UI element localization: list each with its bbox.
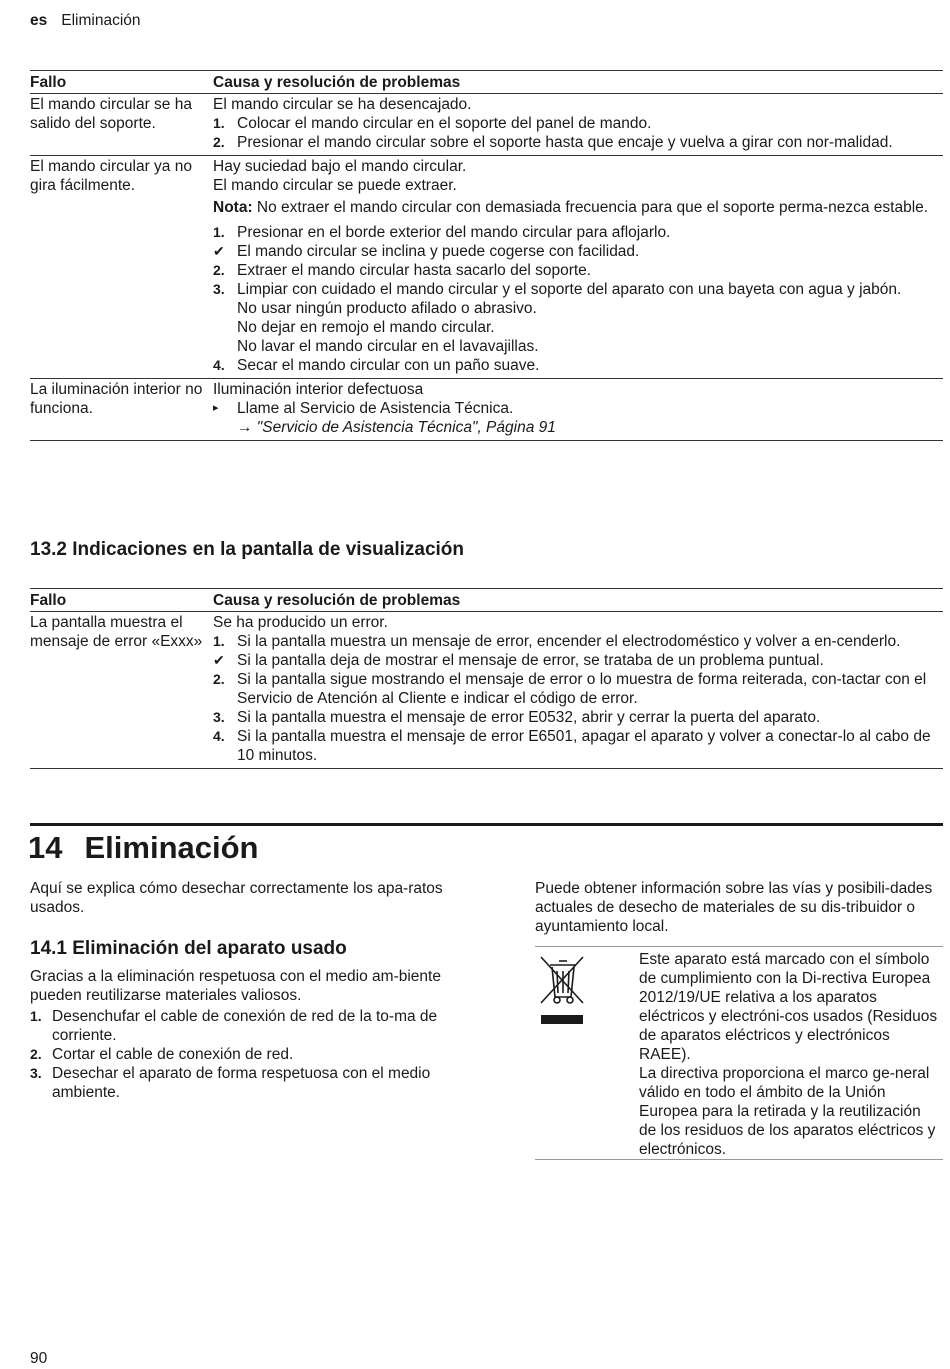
troubleshooting-table-1: [30, 70, 943, 441]
step-text: Si la pantalla deja de mostrar el mensaje de error, se trataba de un problema puntual.: [237, 652, 824, 669]
note-label: Nota:: [213, 199, 253, 216]
chapter-intro: Aquí se explica cómo desechar correctamente los apa-ratos usados.: [30, 880, 443, 916]
weee-box: [535, 946, 943, 1160]
cause-text: El mando circular se ha desencajado.: [213, 96, 472, 113]
fault-cell: La pantalla muestra el mensaje de error «Exxx»: [30, 612, 213, 769]
chapter-title: [28, 830, 258, 866]
fault-cell: La iluminación interior no funciona.: [30, 379, 213, 441]
table-row: [30, 94, 943, 156]
step-mark: 1.: [30, 1008, 42, 1024]
cause-text: Hay suciedad bajo el mando circular.: [213, 158, 467, 175]
step-text: Llame al Servicio de Asistencia Técnica.: [237, 400, 514, 417]
list-item: [213, 708, 943, 727]
language-code: es: [30, 12, 48, 29]
step-text: Si la pantalla muestra un mensaje de error, encender el electrodoméstico y volver a en-cenderlo.: [237, 633, 901, 650]
step-mark: 3.: [213, 281, 225, 297]
section-intro: Gracias a la eliminación respetuosa con el medio am-biente pueden reutilizarse materiales valiosos.: [30, 968, 441, 1004]
page-header: [30, 11, 141, 30]
list-item: [30, 1007, 455, 1045]
cause-text: El mando circular se puede extraer.: [213, 177, 457, 194]
troubleshooting-table-2: [30, 588, 943, 769]
list-item: [213, 133, 943, 152]
weee-text: Este aparato está marcado con el símbolo de cumplimiento con la Di-rectiva Europea 2012/19/UE relativa a los aparatos eléctricos y electróni-cos usados (Residuos de aparatos eléctricos y electrónicos RAEE).: [639, 951, 938, 1063]
step-text: Si la pantalla muestra el mensaje de error E6501, apagar el aparato y volver a conectar-lo al cabo de 10 minutos.: [237, 728, 931, 764]
list-item: [213, 632, 943, 651]
step-mark: 2.: [213, 134, 225, 150]
step-mark: 3.: [30, 1065, 42, 1081]
extra-text: No dejar en remojo el mando circular.: [237, 319, 495, 336]
list-item: [30, 1045, 455, 1064]
fault-cell: El mando circular se ha salido del soporte.: [30, 94, 213, 156]
right-column: [535, 879, 943, 936]
page-number: 90: [30, 1350, 48, 1367]
step-text: Desenchufar el cable de conexión de red de la to-ma de corriente.: [52, 1008, 438, 1044]
step-text: Colocar el mando circular en el soporte del panel de mando.: [237, 115, 652, 132]
step-mark: 3.: [213, 709, 225, 725]
list-item: [213, 727, 943, 765]
chapter-name: Eliminación: [84, 830, 259, 865]
section-14-1-title: 14.1 Eliminación del aparato usado: [30, 938, 347, 959]
step-mark: 2.: [213, 262, 225, 278]
step-text: Desechar el aparato de forma respetuosa con el medio ambiente.: [52, 1065, 431, 1101]
chapter-number: 14: [28, 830, 63, 865]
step-text: Cortar el cable de conexión de red.: [52, 1046, 294, 1063]
arrow-right-icon: ▸: [213, 402, 219, 414]
step-mark: 1.: [213, 224, 225, 240]
step-mark: 2.: [213, 671, 225, 687]
table-row: [30, 379, 943, 441]
check-icon: ✔: [213, 243, 225, 259]
col-cause-header: Causa y resolución de problemas: [213, 589, 943, 612]
col-cause-header: Causa y resolución de problemas: [213, 71, 943, 94]
list-item: [213, 223, 943, 242]
step-mark: 1.: [213, 633, 225, 649]
list-item: [213, 114, 943, 133]
step-mark: 4.: [213, 357, 225, 373]
step-text: Si la pantalla muestra el mensaje de error E0532, abrir y cerrar la puerta del aparato.: [237, 709, 821, 726]
step-mark: 4.: [213, 728, 225, 744]
list-item: [213, 399, 943, 418]
weee-text-2: La directiva proporciona el marco ge-neral válido en todo el ámbito de la Unión Europea para la retirada y la reutilización de los residuos de los aparatos eléctricos y electrónicos.: [639, 1065, 936, 1158]
cause-text: Iluminación interior defectuosa: [213, 381, 424, 398]
step-text: Extraer el mando circular hasta sacarlo del soporte.: [237, 262, 592, 279]
list-item: [213, 280, 943, 299]
step-mark: 2.: [30, 1046, 42, 1062]
header-section: Eliminación: [61, 12, 141, 29]
note: [213, 198, 943, 217]
list-item: [213, 356, 943, 375]
step-text: Presionar el mando circular sobre el soporte hasta que encaje y vuelva a girar con nor-malidad.: [237, 134, 893, 151]
crossed-out-wheelie-bin-icon: [537, 951, 587, 1031]
step-text: El mando circular se inclina y puede cogerse con facilidad.: [237, 243, 640, 260]
col-fault-header: Fallo: [30, 71, 213, 94]
list-item: [213, 651, 943, 670]
step-text: Secar el mando circular con un paño suave.: [237, 357, 540, 374]
list-item: [213, 670, 943, 708]
table-row: [30, 612, 943, 769]
disposal-info: Puede obtener información sobre las vías y posibili-dades actuales de desecho de materiales de su dis-tribuidor o ayuntamiento local.: [535, 880, 933, 935]
left-column: [30, 879, 455, 1102]
extra-text: No usar ningún producto afilado o abrasivo.: [237, 300, 537, 317]
chapter-rule: [30, 823, 943, 826]
section-13-2-title: 13.2 Indicaciones en la pantalla de visualización: [30, 539, 465, 560]
page-reference-link[interactable]: → "Servicio de Asistencia Técnica", Página 91: [237, 419, 556, 436]
step-mark: 1.: [213, 115, 225, 131]
step-text: Presionar en el borde exterior del mando circular para aflojarlo.: [237, 224, 671, 241]
check-icon: ✔: [213, 652, 225, 668]
step-text: Limpiar con cuidado el mando circular y el soporte del aparato con una bayeta con agua y jabón.: [237, 281, 902, 298]
cause-text: Se ha producido un error.: [213, 614, 388, 631]
list-item: [213, 242, 943, 261]
fault-cell: El mando circular ya no gira fácilmente.: [30, 156, 213, 379]
note-text: No extraer el mando circular con demasiada frecuencia para que el soporte perma-nezca estable.: [256, 199, 929, 216]
extra-text: No lavar el mando circular en el lavavajillas.: [237, 338, 539, 355]
list-item: [30, 1064, 455, 1102]
col-fault-header: Fallo: [30, 589, 213, 612]
list-item: [213, 261, 943, 280]
table-row: [30, 156, 943, 379]
step-text: Si la pantalla sigue mostrando el mensaje de error o lo muestra de forma reiterada, con-tactar con el Servicio de Atención al Cliente e indicar el código de error.: [237, 671, 927, 707]
